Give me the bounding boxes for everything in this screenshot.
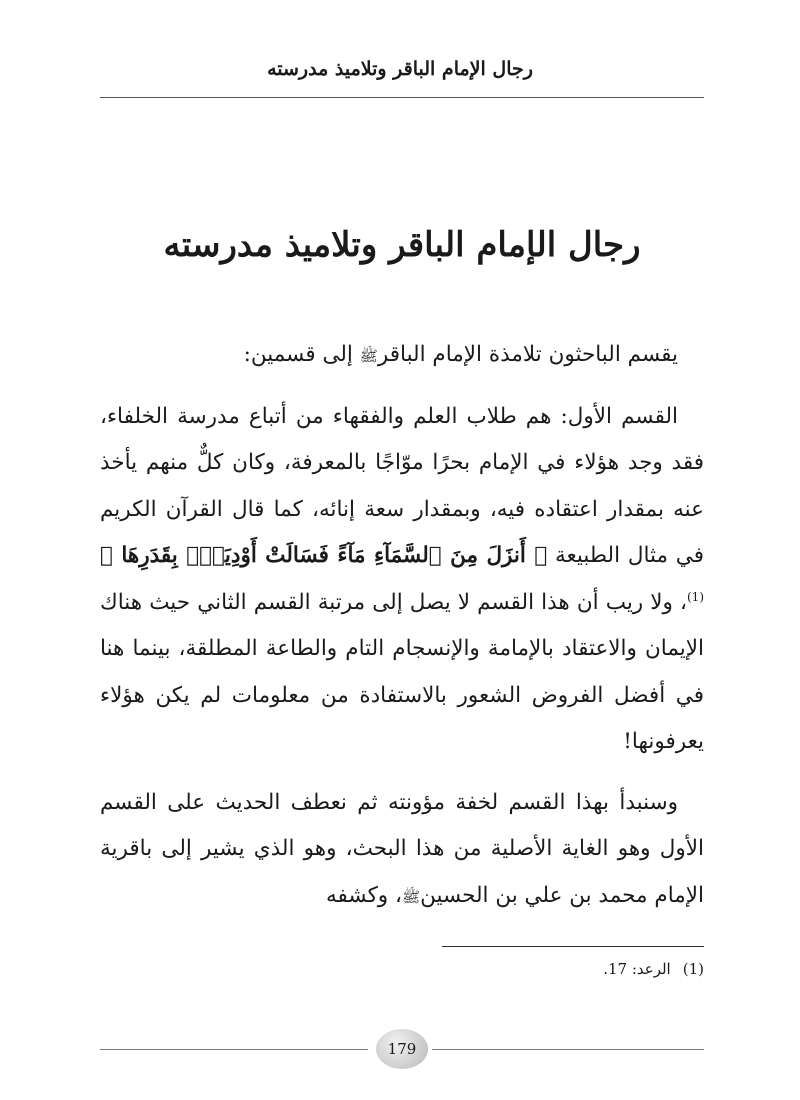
running-header: رجال الإمام الباقر وتلاميذ مدرسته	[267, 58, 533, 80]
quran-verse: ﴿ أَنزَلَ مِنَ ٱلسَّمَآءِ مَآءً فَسَالَتْ أَوْدِيَةٌۢ بِقَدَرِهَا ﴾	[100, 543, 548, 568]
body-text	[100, 332, 704, 920]
page-number-badge	[376, 1029, 428, 1069]
honorific-symbol: ﷺ	[359, 347, 378, 365]
footnote-text: الرعد: 17.	[603, 960, 671, 978]
footnote-reference[interactable]: (1)	[686, 589, 704, 604]
footer-rule-left	[100, 1049, 368, 1050]
paragraph-1-text: يقسم الباحثون تلامذة الإمام الباقر	[377, 342, 678, 367]
honorific-symbol: ﷺ	[401, 887, 421, 906]
paragraph-1-text-end: إلى قسمين:	[243, 342, 360, 367]
footer-rule-right	[432, 1049, 704, 1050]
footnote	[304, 960, 704, 978]
footnote-rule	[442, 946, 704, 947]
header-rule	[100, 97, 704, 98]
paragraph-2-text-end: ، ولا ريب أن هذا القسم لا يصل إلى مرتبة القسم الثاني حيث هناك الإيمان والاعتقاد بالإمامة والإنسجام التام والطاعة المطلقة، بينما هنا في أفضل الفروض الشعور بالاستفادة من معلومات لم يكن هؤلاء يعرفونها!	[100, 589, 704, 754]
paragraph-3	[100, 780, 704, 921]
paragraph-3-text-end: ، وكشفه	[325, 882, 402, 908]
footnote-number: (1)	[682, 960, 704, 978]
paragraph-1	[100, 332, 704, 380]
page-number: 179	[387, 1040, 417, 1058]
paragraph-2-text: القسم الأول: هم طلاب العلم والفقهاء من أتباع مدرسة الخلفاء، فقد وجد هؤلاء في الإمام بحرًا موّاجًا بالمعرفة، وكان كلٌّ منهم يأخذ عنه بمقدار اعتقاده فيه، وبمقدار سعة إنائه، كما قال القرآن الكريم في مثال الطبيعة	[100, 403, 704, 568]
paragraph-3-text: وسنبدأ بهذا القسم لخفة مؤونته ثم نعطف الحديث على القسم الأول وهو الغاية الأصلية من هذا البحث، وهو الذي يشير إلى باقرية الإمام محمد بن علي بن الحسين	[100, 789, 704, 908]
chapter-title: رجال الإمام الباقر وتلاميذ مدرسته	[163, 225, 641, 265]
paragraph-2	[100, 394, 704, 766]
